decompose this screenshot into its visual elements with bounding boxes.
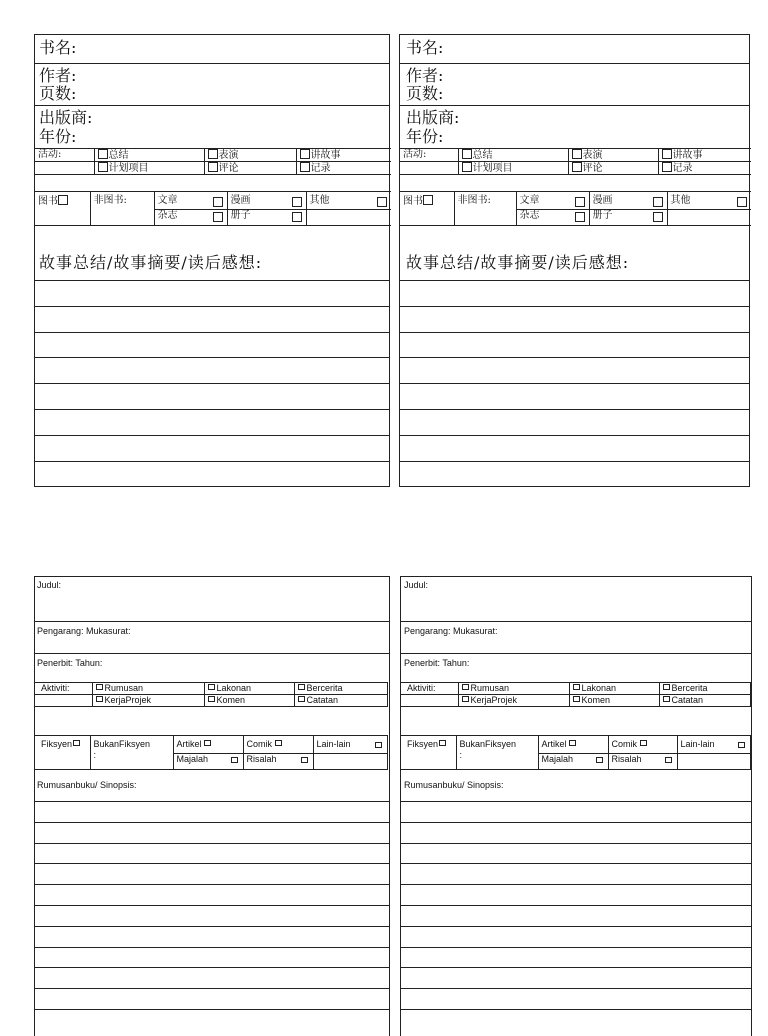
checkbox-icon[interactable] <box>738 742 745 748</box>
option-article[interactable]: 文章 <box>154 192 227 210</box>
nonfiction-label: BukanFiksyen : <box>456 736 538 770</box>
title-label: Judul: <box>37 580 62 590</box>
checkbox-icon[interactable] <box>213 212 223 222</box>
writing-line[interactable] <box>400 435 749 436</box>
option-other[interactable]: 其他 <box>667 192 751 210</box>
checkbox-icon[interactable] <box>572 162 582 172</box>
writing-line[interactable] <box>400 409 749 410</box>
option-other[interactable]: Lain-lain <box>677 736 750 754</box>
publisher-year-label: Penerbit: Tahun: <box>37 658 103 668</box>
writing-line[interactable] <box>401 884 751 885</box>
writing-line[interactable] <box>35 332 389 333</box>
writing-line[interactable] <box>35 435 389 436</box>
publisher-year-row <box>400 106 749 149</box>
writing-line[interactable] <box>35 383 389 384</box>
option-summary[interactable]: 总结 <box>458 149 568 162</box>
option-pamphlet[interactable]: Risalah <box>608 754 677 770</box>
option-magazine[interactable]: 杂志 <box>516 210 589 226</box>
option-comic[interactable]: 漫画 <box>227 192 306 210</box>
option-magazine[interactable]: 杂志 <box>154 210 227 226</box>
checkbox-icon[interactable] <box>663 684 670 690</box>
checkbox-icon[interactable] <box>208 684 215 690</box>
option-booklet[interactable]: 册子 <box>589 210 667 226</box>
book-option[interactable]: 图书 <box>35 192 90 226</box>
checkbox-icon[interactable] <box>575 197 585 207</box>
writing-line[interactable] <box>401 822 751 823</box>
reading-card-malay-left <box>34 576 390 1036</box>
writing-line[interactable] <box>401 988 751 989</box>
option-article[interactable]: Artikel <box>538 736 608 754</box>
option-storytelling[interactable]: 讲故事 <box>658 149 751 162</box>
activity-table <box>400 148 751 175</box>
writing-line[interactable] <box>400 357 749 358</box>
option-comment[interactable]: Komen <box>569 695 659 707</box>
option-summary[interactable]: 总结 <box>94 149 204 162</box>
checkbox-icon[interactable] <box>208 162 218 172</box>
checkbox-icon[interactable] <box>653 197 663 207</box>
empty-cell <box>677 754 750 770</box>
writing-line[interactable] <box>401 843 751 844</box>
writing-line[interactable] <box>401 926 751 927</box>
option-project[interactable]: KerjaProjek <box>92 695 204 707</box>
writing-line[interactable] <box>35 357 389 358</box>
writing-line[interactable] <box>401 801 751 802</box>
book-title-label: 书名: <box>39 38 77 57</box>
checkbox-icon[interactable] <box>213 197 223 207</box>
option-article[interactable]: Artikel <box>173 736 243 754</box>
activity-empty-cell <box>401 695 458 707</box>
publisher-label: 出版商: <box>406 108 460 127</box>
activity-label: Aktiviti: <box>35 683 92 695</box>
option-storytelling[interactable]: Bercerita <box>659 683 750 695</box>
publisher-year-row <box>401 654 751 682</box>
summary-heading: 故事总结/故事摘要/读后感想: <box>406 253 630 272</box>
writing-line[interactable] <box>35 926 389 927</box>
option-record[interactable]: 记录 <box>296 162 391 175</box>
writing-line[interactable] <box>400 332 749 333</box>
pages-label: 页数: <box>39 84 77 103</box>
checkbox-icon[interactable] <box>462 149 472 159</box>
author-pages-row <box>35 64 389 106</box>
writing-line[interactable] <box>401 947 751 948</box>
checkbox-icon[interactable] <box>208 696 215 702</box>
activity-table <box>35 682 388 707</box>
nonbook-label: 非图书: <box>90 192 154 226</box>
checkbox-icon[interactable] <box>439 740 446 746</box>
author-pages-row <box>401 622 751 654</box>
option-project[interactable]: 计划项目 <box>458 162 568 175</box>
activity-label: Aktiviti: <box>401 683 458 695</box>
option-magazine[interactable]: Majalah <box>538 754 608 770</box>
empty-cell <box>306 210 391 226</box>
empty-cell <box>667 210 751 226</box>
writing-line[interactable] <box>400 306 749 307</box>
checkbox-icon[interactable] <box>292 197 302 207</box>
author-pages-row <box>35 622 389 654</box>
option-comic[interactable]: Comik <box>608 736 677 754</box>
writing-line[interactable] <box>35 967 389 968</box>
option-other[interactable]: 其他 <box>306 192 391 210</box>
checkbox-icon[interactable] <box>462 162 472 172</box>
writing-line[interactable] <box>35 1009 389 1010</box>
publisher-year-row <box>35 106 389 149</box>
option-project[interactable]: 计划项目 <box>94 162 204 175</box>
writing-line[interactable] <box>401 905 751 906</box>
option-review[interactable]: 评论 <box>204 162 296 175</box>
checkbox-icon[interactable] <box>662 162 672 172</box>
checkbox-icon[interactable] <box>301 757 308 763</box>
writing-line[interactable] <box>401 863 751 864</box>
option-review[interactable]: 评论 <box>568 162 658 175</box>
author-label: 作者: <box>39 66 77 85</box>
checkbox-icon[interactable] <box>96 696 103 702</box>
option-perform[interactable]: 表演 <box>568 149 658 162</box>
option-note[interactable]: Catatan <box>659 695 750 707</box>
option-summary[interactable]: Rumusan <box>92 683 204 695</box>
publisher-label: 出版商: <box>39 108 93 127</box>
publisher-year-row <box>35 654 389 682</box>
checkbox-icon[interactable] <box>665 757 672 763</box>
option-storytelling[interactable]: 讲故事 <box>296 149 391 162</box>
book-title-row <box>400 35 749 64</box>
checkbox-icon[interactable] <box>58 195 68 205</box>
writing-line[interactable] <box>400 383 749 384</box>
writing-line[interactable] <box>35 843 389 844</box>
publisher-year-label: Penerbit: Tahun: <box>404 658 470 668</box>
option-project[interactable]: KerjaProjek <box>458 695 569 707</box>
activity-label: 活动: <box>35 149 94 162</box>
checkbox-icon[interactable] <box>204 740 211 746</box>
fiction-option[interactable]: Fiksyen <box>401 736 456 770</box>
checkbox-icon[interactable] <box>573 684 580 690</box>
option-comment[interactable]: Komen <box>204 695 294 707</box>
author-label: 作者: <box>406 66 444 85</box>
writing-line[interactable] <box>35 988 389 989</box>
nonfiction-label: BukanFiksyen : <box>90 736 173 770</box>
activity-table <box>401 682 751 707</box>
checkbox-icon[interactable] <box>640 740 647 746</box>
checkbox-icon[interactable] <box>231 757 238 763</box>
writing-line[interactable] <box>400 280 749 281</box>
checkbox-icon[interactable] <box>208 149 218 159</box>
writing-line[interactable] <box>35 905 389 906</box>
book-type-table <box>35 191 391 226</box>
writing-line[interactable] <box>35 280 389 281</box>
fiction-option[interactable]: Fiksyen <box>35 736 90 770</box>
pages-label: 页数: <box>406 84 444 103</box>
checkbox-icon[interactable] <box>569 740 576 746</box>
option-drama[interactable]: Lakonan <box>569 683 659 695</box>
checkbox-icon[interactable] <box>462 696 469 702</box>
checkbox-icon[interactable] <box>73 740 80 746</box>
activity-label: 活动: <box>400 149 458 162</box>
checkbox-icon[interactable] <box>98 149 108 159</box>
author-pages-label: Pengarang: Mukasurat: <box>404 626 498 636</box>
writing-line[interactable] <box>35 461 389 462</box>
book-title-label: 书名: <box>406 38 444 57</box>
option-other[interactable]: Lain-lain <box>313 736 387 754</box>
synopsis-heading: Rumusanbuku/ Sinopsis: <box>37 780 137 790</box>
author-pages-row <box>400 64 749 106</box>
title-row <box>401 577 751 622</box>
checkbox-icon[interactable] <box>596 757 603 763</box>
checkbox-icon[interactable] <box>662 149 672 159</box>
book-type-table <box>35 735 388 770</box>
option-perform[interactable]: 表演 <box>204 149 296 162</box>
activity-empty-cell <box>35 162 94 175</box>
book-title-row <box>35 35 389 64</box>
synopsis-heading: Rumusanbuku/ Sinopsis: <box>404 780 504 790</box>
writing-line[interactable] <box>35 801 389 802</box>
option-comic[interactable]: 漫画 <box>589 192 667 210</box>
activity-empty-cell <box>400 162 458 175</box>
checkbox-icon[interactable] <box>573 696 580 702</box>
book-type-table <box>400 191 751 226</box>
option-drama[interactable]: Lakonan <box>204 683 294 695</box>
reading-card-malay-right <box>400 576 752 1036</box>
title-label: Judul: <box>404 580 429 590</box>
option-storytelling[interactable]: Bercerita <box>294 683 387 695</box>
summary-heading: 故事总结/故事摘要/读后感想: <box>39 253 263 272</box>
title-row <box>35 577 389 622</box>
checkbox-icon[interactable] <box>423 195 433 205</box>
reading-card-chinese-right <box>399 34 750 487</box>
checkbox-icon[interactable] <box>663 696 670 702</box>
option-summary[interactable]: Rumusan <box>458 683 569 695</box>
checkbox-icon[interactable] <box>572 149 582 159</box>
checkbox-icon[interactable] <box>737 197 747 207</box>
option-article[interactable]: 文章 <box>516 192 589 210</box>
writing-line[interactable] <box>35 863 389 864</box>
writing-line[interactable] <box>401 1009 751 1010</box>
option-magazine[interactable]: Majalah <box>173 754 243 770</box>
checkbox-icon[interactable] <box>375 742 382 748</box>
writing-line[interactable] <box>35 306 389 307</box>
checkbox-icon[interactable] <box>300 149 310 159</box>
reading-card-chinese-left <box>34 34 390 487</box>
option-pamphlet[interactable]: Risalah <box>243 754 313 770</box>
checkbox-icon[interactable] <box>462 684 469 690</box>
checkbox-icon[interactable] <box>292 212 302 222</box>
book-option[interactable]: 图书 <box>400 192 454 226</box>
author-pages-label: Pengarang: Mukasurat: <box>37 626 131 636</box>
checkbox-icon[interactable] <box>377 197 387 207</box>
checkbox-icon[interactable] <box>275 740 282 746</box>
book-type-table <box>401 735 751 770</box>
activity-table <box>35 148 391 175</box>
checkbox-icon[interactable] <box>653 212 663 222</box>
checkbox-icon[interactable] <box>98 162 108 172</box>
writing-line[interactable] <box>401 967 751 968</box>
writing-line[interactable] <box>400 461 749 462</box>
year-label: 年份: <box>406 127 444 146</box>
checkbox-icon[interactable] <box>300 162 310 172</box>
writing-line[interactable] <box>35 947 389 948</box>
empty-cell <box>313 754 387 770</box>
option-booklet[interactable]: 册子 <box>227 210 306 226</box>
nonbook-label: 非图书: <box>454 192 516 226</box>
checkbox-icon[interactable] <box>298 696 305 702</box>
option-record[interactable]: 记录 <box>658 162 751 175</box>
writing-line[interactable] <box>35 822 389 823</box>
checkbox-icon[interactable] <box>298 684 305 690</box>
option-comic[interactable]: Comik <box>243 736 313 754</box>
checkbox-icon[interactable] <box>575 212 585 222</box>
writing-line[interactable] <box>35 884 389 885</box>
activity-empty-cell <box>35 695 92 707</box>
option-note[interactable]: Catatan <box>294 695 387 707</box>
checkbox-icon[interactable] <box>96 684 103 690</box>
year-label: 年份: <box>39 127 77 146</box>
writing-line[interactable] <box>35 409 389 410</box>
